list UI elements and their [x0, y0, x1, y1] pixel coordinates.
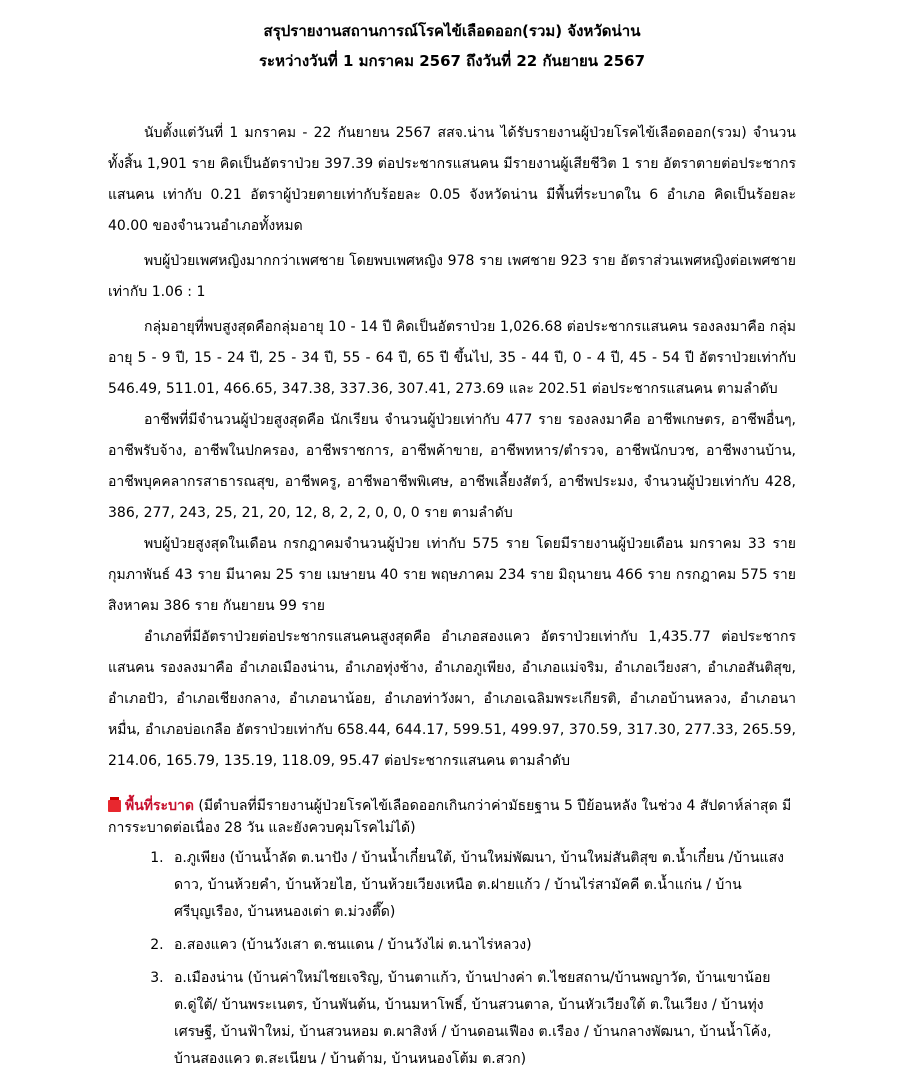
paragraph-summary	[108, 118, 796, 242]
paragraph-gender-text: พบผู้ป่วยเพศหญิงมากกว่าเพศชาย โดยพบเพศหญิง 978 ราย เพศชาย 923 ราย อัตราส่วนเพศหญิงต่อเพศชาย เท่ากับ 1.06 : 1	[108, 253, 796, 300]
paragraph-monthly	[108, 529, 796, 622]
outbreak-area-list	[108, 845, 796, 1073]
red-flag-icon	[108, 797, 121, 812]
report-title-line-2: ระหว่างวันที่ 1 มกราคม 2567 ถึงวันที่ 22 กันยายน 2567	[258, 52, 646, 70]
list-item: 2. อ.สองแคว (บ้านวังเสา ต.ชนแดน / บ้านวังไผ่ ต.นาไร่หลวง)	[168, 932, 796, 959]
paragraph-gender	[108, 246, 796, 308]
outbreak-area-heading	[108, 795, 796, 839]
paragraph-district	[108, 622, 796, 777]
paragraph-monthly-text: พบผู้ป่วยสูงสุดในเดือน กรกฎาคมจำนวนผู้ป่วย เท่ากับ 575 ราย โดยมีรายงานผู้ป่วยเดือน มกราคม 33 ราย กุมภาพันธ์ 43 ราย มีนาคม 25 ราย เมษายน 40 ราย พฤษภาคม 234 ราย มิถุนายน 466 ราย กรกฎาคม 575 ราย สิงหาคม 386 ราย กันยายน 99 ราย	[108, 536, 796, 614]
paragraph-occupation	[108, 405, 796, 529]
list-item: 1. อ.ภูเพียง (บ้านน้ำลัด ต.นาปัง / บ้านน้ำเกี๋ยนใต้, บ้านใหม่พัฒนา, บ้านใหม่สันติสุข ต.น้ำเกี๋ยน /บ้านแสงดาว, บ้านห้วยคำ, บ้านห้วยไฮ, บ้านห้วยเวียงเหนือ ต.ฝายแก้ว / บ้านไร่สามัคคี ต.น้ำแก่น / บ้านศรีบุญเรือง, บ้านหนองเต่า ต.ม่วงตึ๊ด)	[168, 845, 796, 926]
report-title-line-1: สรุปรายงานสถานการณ์โรคไข้เลือดออก(รวม) จังหวัดน่าน	[263, 22, 641, 40]
outbreak-area-label: พื้นที่ระบาด	[125, 798, 194, 814]
paragraph-age-group-text: กลุ่มอายุที่พบสูงสุดคือกลุ่มอายุ 10 - 14 ปี คิดเป็นอัตราป่วย 1,026.68 ต่อประชากรแสนคน รองลงมาคือ กลุ่มอายุ 5 - 9 ปี, 15 - 24 ปี, 25 - 34 ปี, 55 - 64 ปี, 65 ปี ขึ้นไป, 35 - 44 ปี, 0 - 4 ปี, 45 - 54 ปี อัตราป่วยเท่ากับ 546.49, 511.01, 466.65, 347.38, 337.36, 307.41, 273.69 และ 202.51 ต่อประชากรแสนคน ตามลำดับ	[108, 319, 796, 397]
list-item: 3. อ.เมืองน่าน (บ้านค่าใหม่ไชยเจริญ, บ้านตาแก้ว, บ้านปางค่า ต.ไชยสถาน/บ้านพญาวัด, บ้านเขาน้อย ต.ดู่ใต้/ บ้านพระเนตร, บ้านพันต้น, บ้านมหาโพธิ์, บ้านสวนตาล, บ้านหัวเวียงใต้ ต.ในเวียง / บ้านทุ่งเศรษฐี, บ้านฟ้าใหม่, บ้านสวนหอม ต.ผาสิงห์ / บ้านดอนเฟือง ต.เรือง / บ้านกลางพัฒนา, บ้านน้ำโค้ง, บ้านสองแคว ต.สะเนียน / บ้านต้าม, บ้านหนองโต้ม ต.สวก)	[168, 965, 796, 1073]
outbreak-area-description: (มีตำบลที่มีรายงานผู้ป่วยโรคไข้เลือดออกเกินกว่าค่ามัธยฐาน 5 ปีย้อนหลัง ในช่วง 4 สัปดาห์ล่าสุด มีการระบาดต่อเนื่อง 28 วัน และยังควบคุมโรคไม่ได้)	[108, 798, 792, 836]
paragraph-occupation-text: อาชีพที่มีจำนวนผู้ป่วยสูงสุดคือ นักเรียน จำนวนผู้ป่วยเท่ากับ 477 ราย รองลงมาคือ อาชีพเกษตร, อาชีพอื่นๆ, อาชีพรับจ้าง, อาชีพในปกครอง, อาชีพราชการ, อาชีพค้าขาย, อาชีพทหาร/ตำรวจ, อาชีพนักบวช, อาชีพงานบ้าน, อาชีพบุคคลากรสาธารณสุข, อาชีพครู, อาชีพอาชีพพิเศษ, อาชีพเลี้ยงสัตว์, อาชีพประมง, จำนวนผู้ป่วยเท่ากับ 428, 386, 277, 243, 25, 21, 20, 12, 8, 2, 2, 0, 0, 0 ราย ตามลำดับ	[108, 412, 796, 521]
paragraph-age-group	[108, 312, 796, 405]
paragraph-summary-text: นับตั้งแต่วันที่ 1 มกราคม - 22 กันยายน 2567 สสจ.น่าน ได้รับรายงานผู้ป่วยโรคไข้เลือดออก(รวม) จำนวนทั้งสิ้น 1,901 ราย คิดเป็นอัตราป่วย 397.39 ต่อประชากรแสนคน มีรายงานผู้เสียชีวิต 1 ราย อัตราตายต่อประชากรแสนคน เท่ากับ 0.21 อัตราผู้ป่วยตายเท่ากับร้อยละ 0.05 จังหวัดน่าน มีพื้นที่ระบาดใน 6 อำเภอ คิดเป็นร้อยละ 40.00 ของจำนวนอำเภอทั้งหมด	[108, 125, 796, 234]
paragraph-district-text: อำเภอที่มีอัตราป่วยต่อประชากรแสนคนสูงสุดคือ อำเภอสองแคว อัตราป่วยเท่ากับ 1,435.77 ต่อประชากรแสนคน รองลงมาคือ อำเภอเมืองน่าน, อำเภอทุ่งช้าง, อำเภอภูเพียง, อำเภอแม่จริม, อำเภอเวียงสา, อำเภอสันติสุข, อำเภอปัว, อำเภอเชียงกลาง, อำเภอนาน้อย, อำเภอท่าวังผา, อำเภอเฉลิมพระเกียรติ, อำเภอบ้านหลวง, อำเภอนาหมื่น, อำเภอบ่อเกลือ อัตราป่วยเท่ากับ 658.44, 644.17, 599.51, 499.97, 370.59, 317.30, 277.33, 265.59, 214.06, 165.79, 135.19, 118.09, 95.47 ต่อประชากรแสนคน ตามลำดับ	[108, 629, 796, 769]
